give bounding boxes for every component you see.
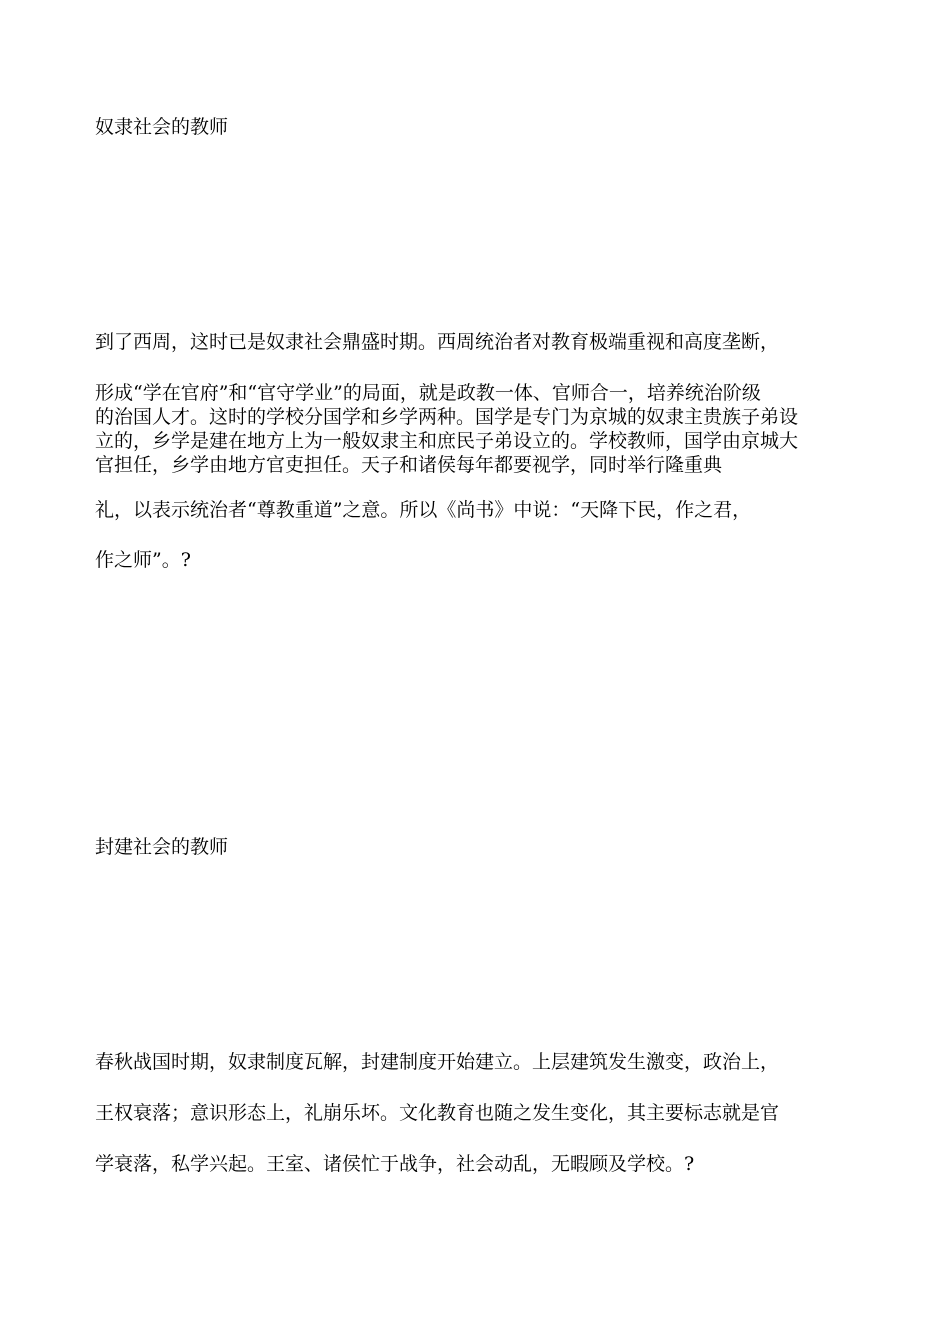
paragraph-line: 王权衰落；意识形态上，礼崩乐坏。文化教育也随之发生变化，其主要标志就是官 xyxy=(95,1102,780,1124)
paragraph-line: 立的，乡学是建在地方上为一般奴隶主和庶民子弟设立的。学校教师，国学由京城大 xyxy=(95,430,799,452)
paragraph-line: 到了西周，这时已是奴隶社会鼎盛时期。西周统治者对教育极端重视和高度垄断， xyxy=(95,331,780,353)
section-heading-slave-society: 奴隶社会的教师 xyxy=(95,116,229,138)
section-heading-feudal-society: 封建社会的教师 xyxy=(95,836,229,858)
paragraph-line: 学衰落，私学兴起。王室、诸侯忙于战争，社会动乱，无暇顾及学校。? xyxy=(95,1153,695,1175)
paragraph-line: 礼，以表示统治者“尊教重道”之意。所以《尚书》中说：“天降下民，作之君， xyxy=(95,499,752,521)
paragraph-line: 作之师”。? xyxy=(95,549,191,571)
paragraph-line: 形成“学在官府”和“官守学业”的局面，就是政教一体、官师合一，培养统治阶级 xyxy=(95,382,761,404)
paragraph-line: 春秋战国时期，奴隶制度瓦解，封建制度开始建立。上层建筑发生激变，政治上， xyxy=(95,1051,780,1073)
paragraph-line: 官担任，乡学由地方官吏担任。天子和诸侯每年都要视学，同时举行隆重典 xyxy=(95,454,723,476)
paragraph-line: 的治国人才。这时的学校分国学和乡学两种。国学是专门为京城的奴隶主贵族子弟设 xyxy=(95,406,799,428)
